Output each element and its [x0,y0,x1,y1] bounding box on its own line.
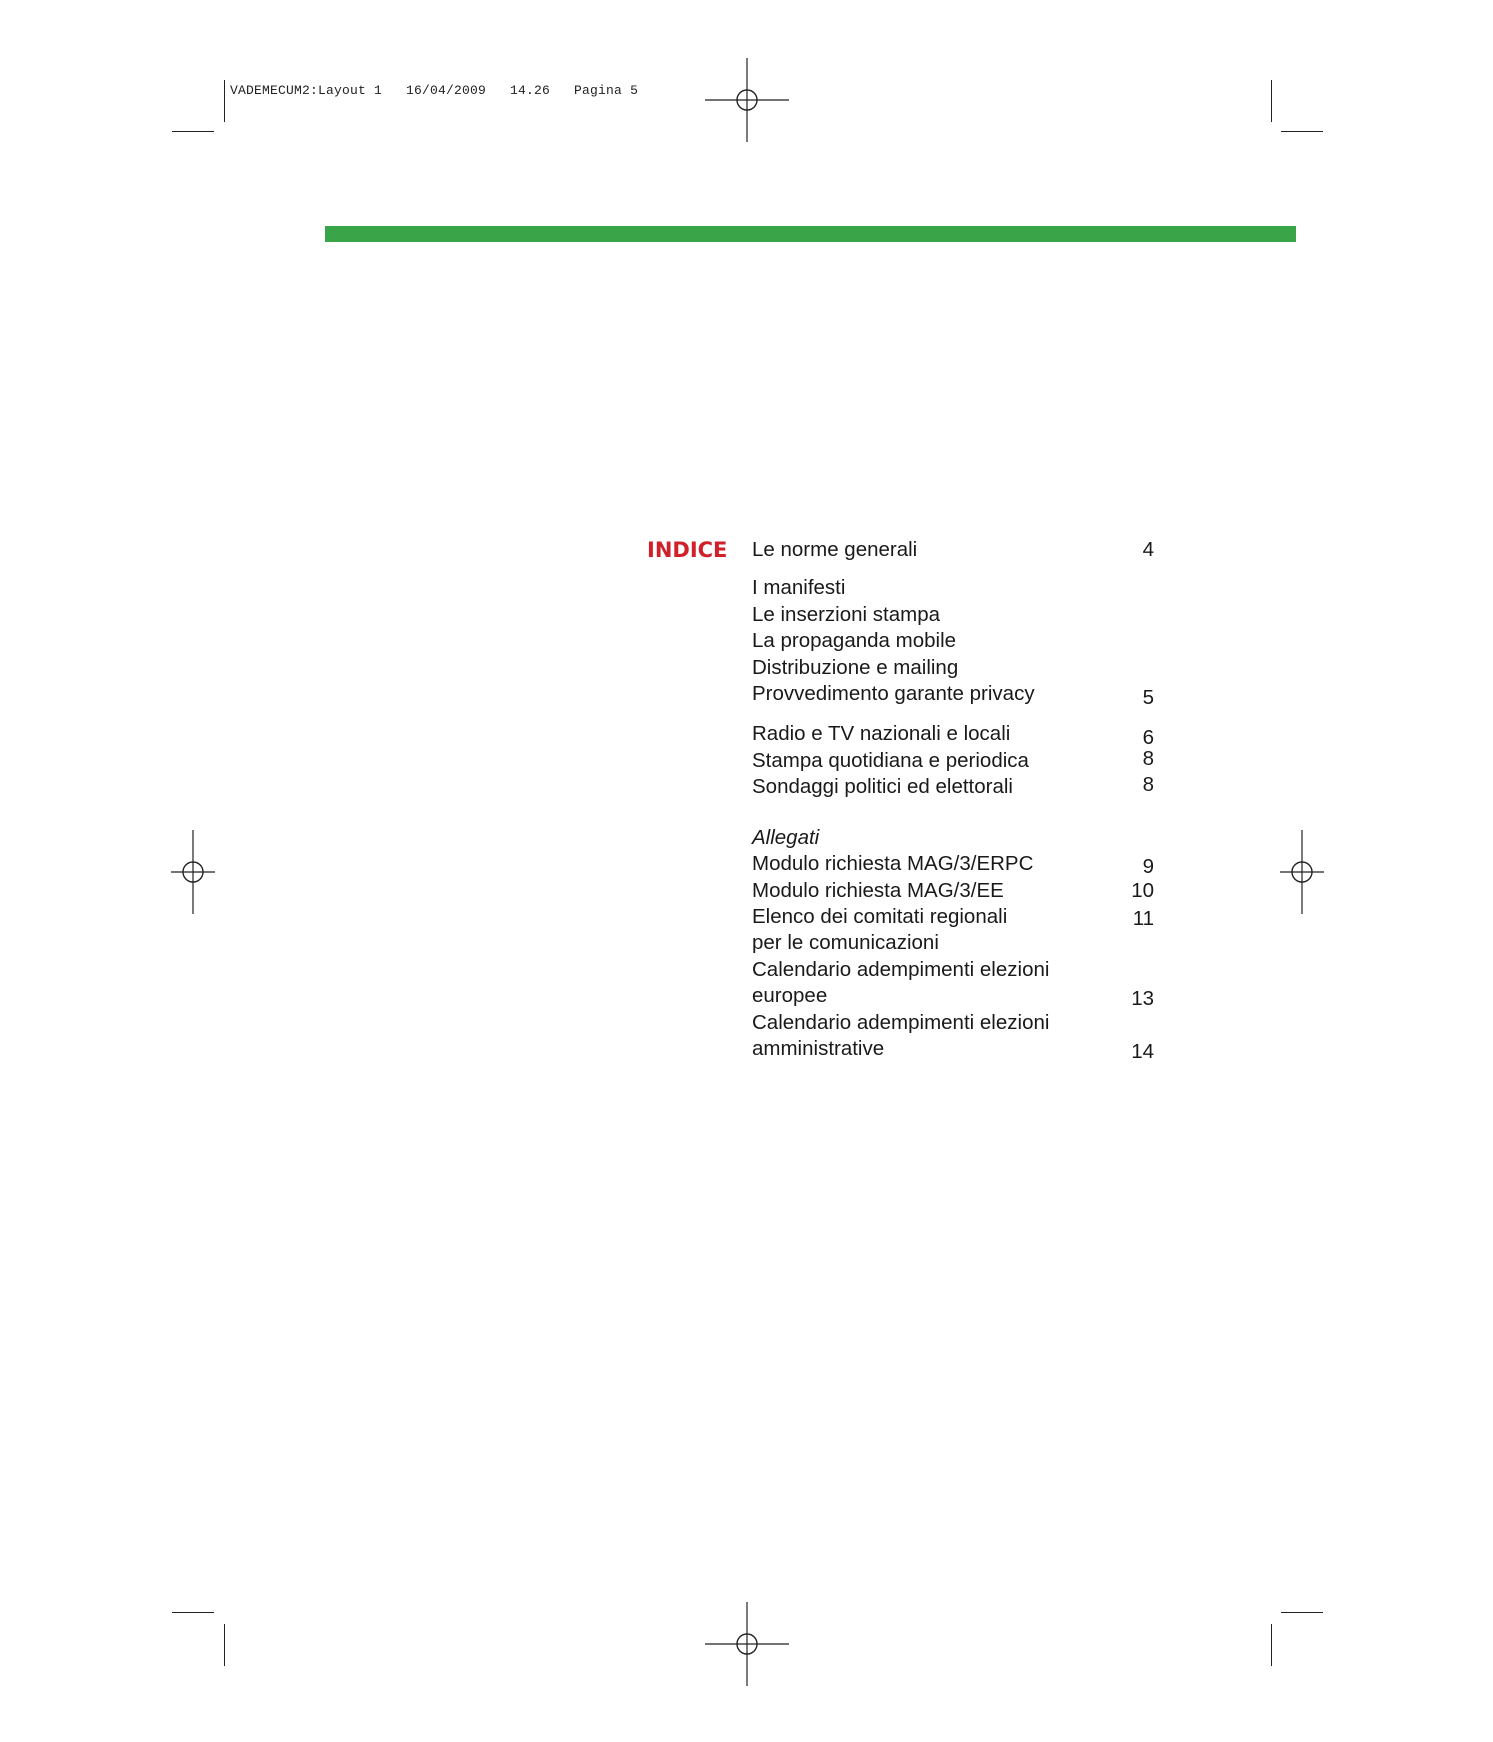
toc-entry-label: europee [752,984,828,1007]
registration-mark-right-icon [1258,828,1346,916]
crop-mark-bottom-right-vertical [1271,1624,1272,1666]
toc-entry-page-number: 9 [1142,855,1154,878]
toc-entry-label: Calendario adempimenti elezioni [752,958,1050,981]
toc-entry-page-number: 8 [1142,773,1154,796]
toc-entry-label: Provvedimento garante privacy [752,682,1035,705]
toc-entry-page-number: 8 [1142,747,1154,770]
toc-entry-label: Elenco dei comitati regionali [752,905,1008,928]
slug-line: VADEMECUM2:Layout 1 16/04/2009 14.26 Pagina 5 [230,83,639,98]
toc-heading: INDICE [647,538,728,562]
toc-entry-page-number: 4 [1142,538,1154,561]
registration-mark-left-icon [149,828,237,916]
crop-mark-top-left-horizontal [172,131,214,132]
toc-entry-label: Le norme generali [752,538,918,561]
toc-entry-page-number: 11 [1132,907,1154,930]
toc-entry-label: amministrative [752,1037,885,1060]
toc-section-label: Allegati [752,826,820,849]
crop-mark-bottom-right-horizontal [1281,1612,1323,1613]
accent-bar [325,226,1296,242]
crop-mark-top-left-vertical [224,80,225,122]
toc-entry-page-number: 6 [1142,726,1154,749]
toc-entry-page-number: 5 [1142,686,1154,709]
toc-entry-label: Modulo richiesta MAG/3/EE [752,879,1004,902]
crop-mark-top-right-vertical [1271,80,1272,122]
toc-entry-label: Calendario adempimenti elezioni [752,1011,1050,1034]
toc-entry-label: Modulo richiesta MAG/3/ERPC [752,852,1034,875]
toc-entry-label: per le comunicazioni [752,931,939,954]
crop-mark-bottom-left-vertical [224,1624,225,1666]
registration-mark-bottom-icon [703,1600,791,1688]
toc-entry-label: Radio e TV nazionali e locali [752,722,1011,745]
toc-entry-label: I manifesti [752,576,846,599]
toc-entry-label: Sondaggi politici ed elettorali [752,775,1013,798]
toc-entry-label: Stampa quotidiana e periodica [752,749,1029,772]
toc-entry-page-number: 10 [1131,879,1154,902]
crop-mark-bottom-left-horizontal [172,1612,214,1613]
crop-mark-top-right-horizontal [1281,131,1323,132]
toc-entry-label: Le inserzioni stampa [752,603,941,626]
toc-entry-page-number: 13 [1131,987,1154,1010]
toc-entry-page-number: 14 [1131,1040,1154,1063]
toc-entry-label: La propaganda mobile [752,629,957,652]
registration-mark-top-icon [703,56,791,144]
toc-entry-label: Distribuzione e mailing [752,656,959,679]
